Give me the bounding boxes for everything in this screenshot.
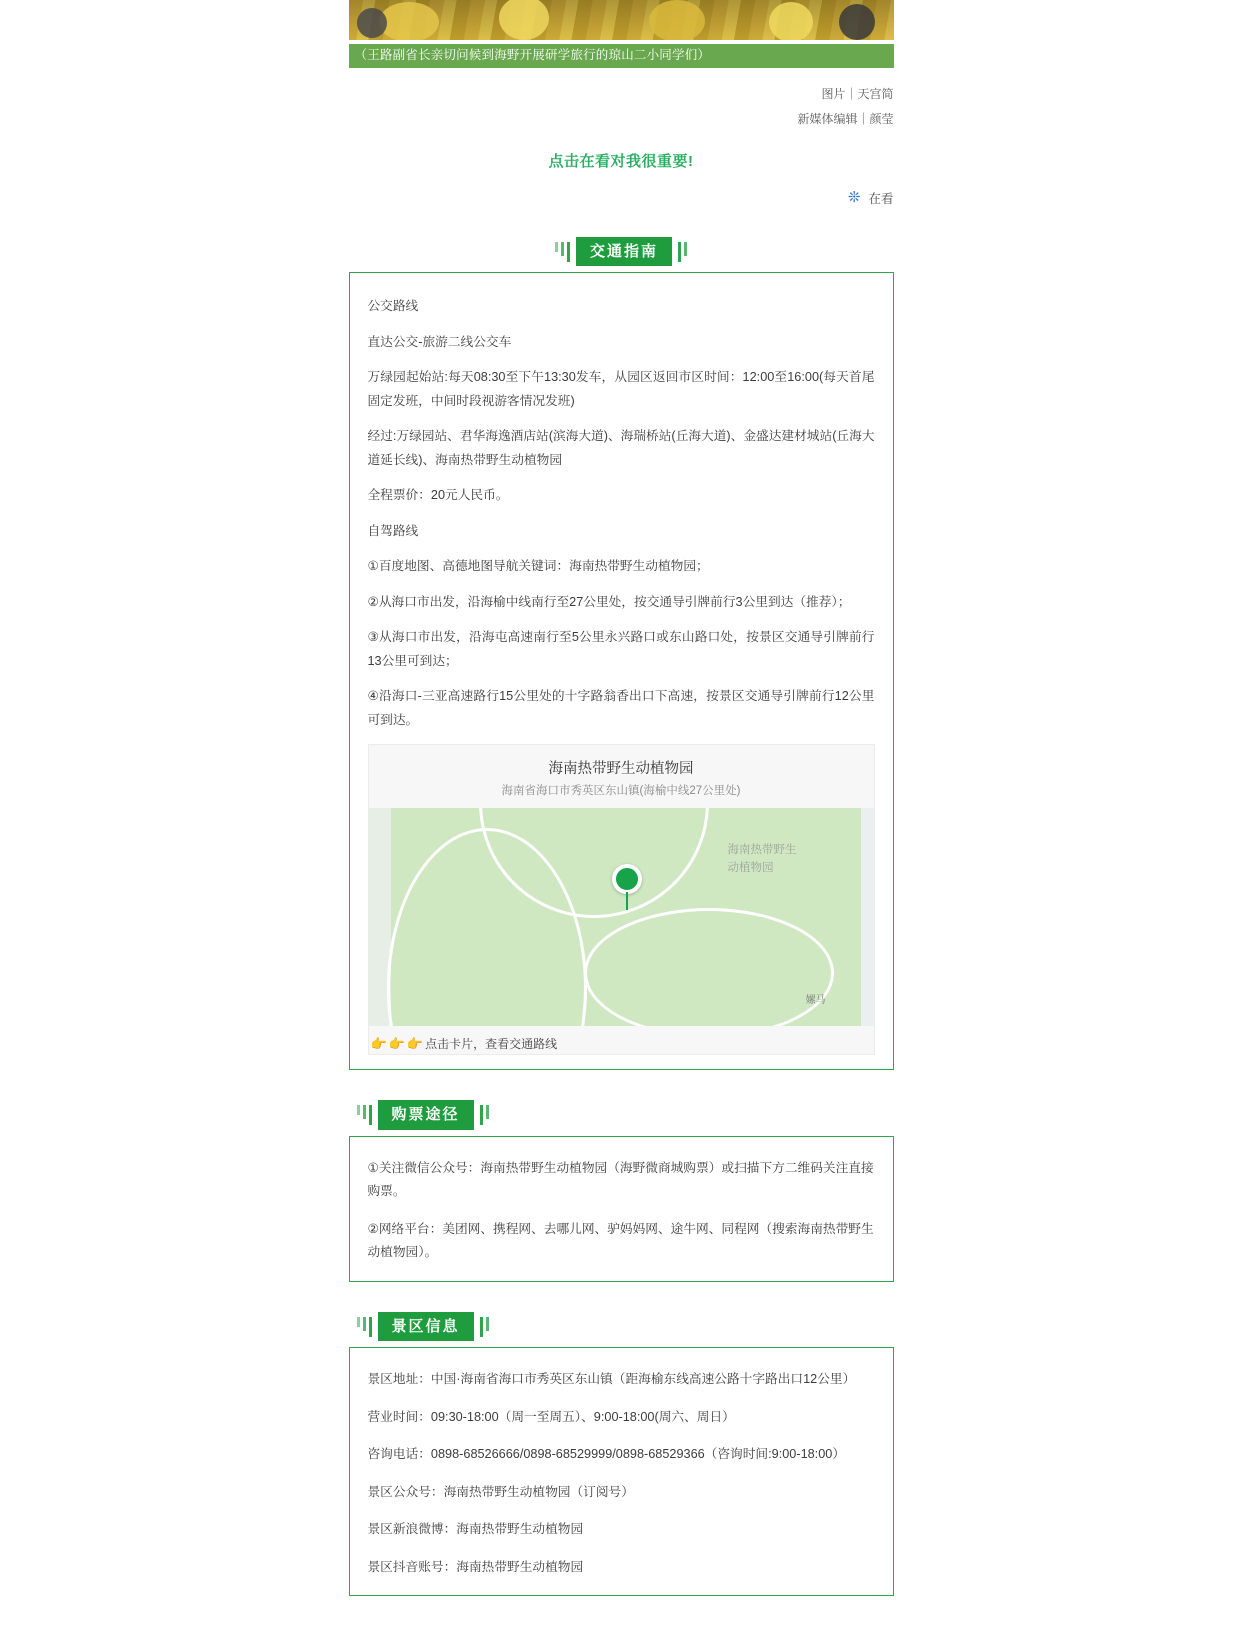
header-photo xyxy=(349,0,894,40)
scenic-section xyxy=(349,1312,894,1597)
bus-line: 直达公交-旅游二线公交车 xyxy=(367,334,512,349)
drive-line: ①百度地图、高德地图导航关键词：海南热带野生动植物园； xyxy=(367,559,709,574)
pointing-hand-icon: 👉 xyxy=(370,1035,387,1051)
map-canvas[interactable] xyxy=(369,808,874,1026)
bus-line: 万绿园起始站:每天08:30至下午13:30发车，从园区返回市区时间：12:00至16:00(每天首尾固定发班，中间时段视游客情况发班) xyxy=(367,370,875,408)
traffic-title: 交通指南 xyxy=(576,237,672,267)
traffic-section xyxy=(349,237,894,1071)
scenic-panel xyxy=(349,1347,894,1596)
wow-row[interactable] xyxy=(349,171,894,207)
map-place-name: 海南热带野生动植物园 xyxy=(548,761,694,778)
bus-line: 经过:万绿园站、君华海逸酒店站(滨海大道)、海瑞桥站(丘海大道)、金盛达建材城站(丘海大道延长线)、海南热带野生动植物园 xyxy=(367,429,875,467)
bottom-spacer xyxy=(0,1596,1242,1648)
photo-figure xyxy=(379,2,439,40)
wow-label[interactable]: 在看 xyxy=(868,191,894,206)
scenic-line: 咨询电话：0898-68526666/0898-68529999/0898-68529366（咨询时间:9:00-18:00） xyxy=(367,1447,846,1462)
map-poi xyxy=(806,990,826,1008)
cta-text: 点击在看对我很重要! xyxy=(548,152,694,170)
map-area-label: 海南热带野生 动植物园 xyxy=(727,844,797,874)
photo-caption: （王路副省长亲切问候到海野开展研学旅行的琼山二小同学们） xyxy=(349,44,894,68)
photo-credit: 图片｜天宫简 xyxy=(821,86,894,101)
scenic-line: 景区新浪微博：海南热带野生动植物园 xyxy=(367,1522,584,1537)
bus-route-label: 公交路线 xyxy=(367,299,419,314)
credits-block xyxy=(349,68,894,132)
drive-line: ②从海口市出发，沿海榆中线南行至27公里处，按交通导引牌前行3公里到达（推荐）； xyxy=(367,594,851,609)
drive-route-label: 自驾路线 xyxy=(367,523,419,538)
editor-credit: 新媒体编辑｜颜莹 xyxy=(797,111,894,126)
scenic-title: 景区信息 xyxy=(378,1312,474,1342)
traffic-panel xyxy=(349,272,894,1070)
bus-line: 全程票价：20元人民币。 xyxy=(367,488,509,503)
ticket-section xyxy=(349,1100,894,1282)
photo-figure xyxy=(839,4,875,40)
map-card[interactable] xyxy=(368,744,875,1055)
pointing-hand-icon: 👉 xyxy=(406,1035,424,1051)
decor-ticks-right xyxy=(480,1317,489,1337)
map-footer-row[interactable] xyxy=(369,1026,874,1054)
ticket-line: ①关注微信公众号：海南热带野生动植物园（海野微商城购票）或扫描下方二维码关注直接购票。 xyxy=(367,1160,874,1199)
ticket-panel xyxy=(349,1136,894,1282)
drive-line: ③从海口市出发，沿海屯高速南行至5公里永兴路口或东山路口处，按景区交通导引牌前行13公里可到达； xyxy=(367,630,875,668)
decor-ticks-left xyxy=(357,1317,372,1337)
scenic-line: 景区公众号：海南热带野生动植物园（订阅号） xyxy=(367,1484,634,1499)
map-place-address: 海南省海口市秀英区东山镇(海榆中线27公里处) xyxy=(501,785,741,798)
map-location-pin-icon[interactable] xyxy=(612,864,642,894)
scenic-line: 景区抖音账号：海南热带野生动植物园 xyxy=(367,1559,584,1574)
photo-figure xyxy=(769,2,813,40)
scenic-line: 营业时间：09:30-18:00（周一至周五）、9:00-18:00(周六、周日） xyxy=(367,1409,735,1424)
traffic-heading xyxy=(349,237,894,267)
header-photo-container xyxy=(349,0,894,40)
wow-flower-icon[interactable]: ❊ xyxy=(847,189,861,207)
pointing-hand-icon: 👉 xyxy=(388,1035,405,1051)
photo-figure xyxy=(357,8,387,38)
ticket-title: 购票途径 xyxy=(378,1100,474,1130)
ticket-heading xyxy=(349,1100,894,1130)
map-road xyxy=(584,908,834,1026)
photo-figure xyxy=(499,0,549,40)
ticket-line: ②网络平台：美团网、携程网、去哪儿网、驴妈妈网、途牛网、同程网（搜索海南热带野生动植物园）。 xyxy=(367,1221,874,1260)
map-footer-text: 点击卡片，查看交通路线 xyxy=(425,1037,558,1052)
decor-ticks-left xyxy=(555,242,570,262)
drive-line: ④沿海口-三亚高速路行15公里处的十字路翁香出口下高速，按景区交通导引牌前行12公里可到达。 xyxy=(367,689,875,727)
photo-figure xyxy=(649,0,705,40)
decor-ticks-right xyxy=(678,242,687,262)
scenic-heading xyxy=(349,1312,894,1342)
decor-ticks-left xyxy=(357,1105,372,1125)
map-poi-label: 嫘马 xyxy=(805,995,826,1007)
scenic-line: 景区地址：中国·海南省海口市秀英区东山镇（距海榆东线高速公路十字路出口12公里） xyxy=(367,1372,856,1387)
decor-ticks-right xyxy=(480,1105,489,1125)
